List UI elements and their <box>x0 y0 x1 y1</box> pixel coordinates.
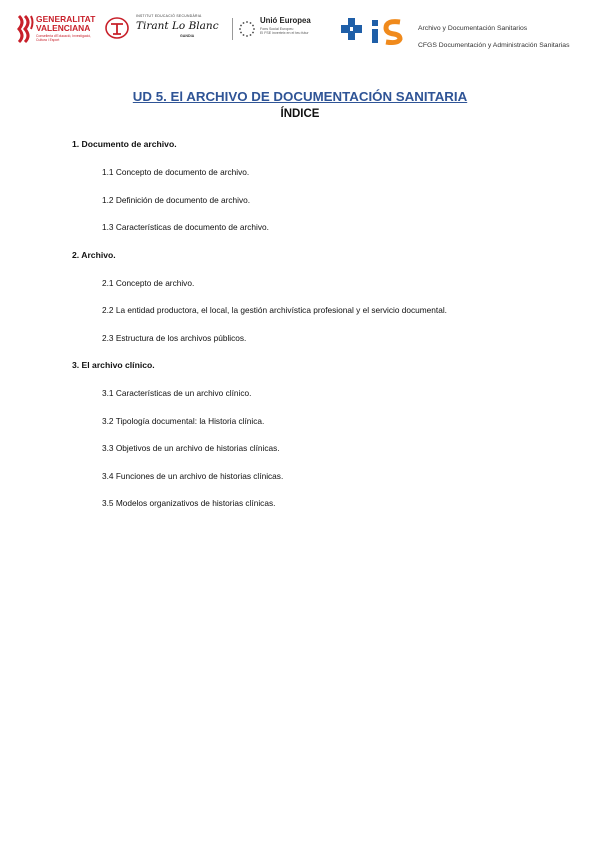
ue-line3: El FSE inverteix en el teu futur <box>260 31 309 36</box>
tirant-top-text: INSTITUT EDUCACIÓ SECUNDÀRIA <box>136 14 202 18</box>
index-item: 2.2 La entidad productora, el local, la gestión archivística profesional y el servicio documental. <box>102 305 447 315</box>
generalitat-emblem-icon <box>16 14 34 44</box>
sanidad-cross-icon <box>340 16 408 46</box>
ue-subtitle <box>260 27 338 36</box>
generalitat-logo <box>16 14 100 48</box>
index-item: 3.3 Objetivos de un archivo de historias clínicas. <box>102 443 280 453</box>
tirant-lo-blanc-logo <box>104 14 228 46</box>
header-divider <box>232 18 233 40</box>
course-info <box>418 20 569 54</box>
sanidad-logo <box>340 16 408 46</box>
course-line2: CFGS Documentación y Administración Sanitarias <box>418 42 570 49</box>
section-heading: 2. Archivo. <box>72 250 116 260</box>
index-item: 3.2 Tipología documental: la Historia clínica. <box>102 416 265 426</box>
eu-stars-icon <box>238 20 256 38</box>
index-item: 1.2 Definición de documento de archivo. <box>102 195 251 205</box>
index-item: 3.5 Modelos organizativos de historias clínicas. <box>102 498 276 508</box>
union-europea-logo <box>238 16 338 46</box>
generalitat-line2: VALENCIANA <box>36 23 91 33</box>
tirant-city: GANDIA <box>180 34 195 38</box>
ue-line2: Fons Social Europeu <box>260 27 294 31</box>
index-item: 3.1 Características de un archivo clínico. <box>102 388 252 398</box>
index-heading: ÍNDICE <box>280 108 320 120</box>
ue-title: Unió Europea <box>260 16 311 25</box>
section-heading: 1. Documento de archivo. <box>72 139 177 149</box>
page-header <box>0 0 600 50</box>
generalitat-line1: GENERALITAT <box>36 14 96 24</box>
generalitat-line3: Conselleria d'Educació, Investigació, Cultura i Esport <box>36 34 92 42</box>
section-heading: 3. El archivo clínico. <box>72 360 155 370</box>
index-item: 2.1 Concepto de archivo. <box>102 278 195 288</box>
index-item: 1.1 Concepto de documento de archivo. <box>102 167 250 177</box>
course-line1: Archivo y Documentación Sanitarios <box>418 25 528 32</box>
document-title: UD 5. El ARCHIVO DE DOCUMENTACIÓN SANITARIA <box>132 89 468 104</box>
tirant-name: Tirant Lo Blanc <box>136 20 219 32</box>
index-item: 2.3 Estructura de los archivos públicos. <box>102 333 247 343</box>
index-item: 3.4 Funciones de un archivo de historias clínicas. <box>102 471 284 481</box>
tirant-emblem-icon <box>104 16 130 40</box>
index-item: 1.3 Características de documento de archivo. <box>102 222 269 232</box>
